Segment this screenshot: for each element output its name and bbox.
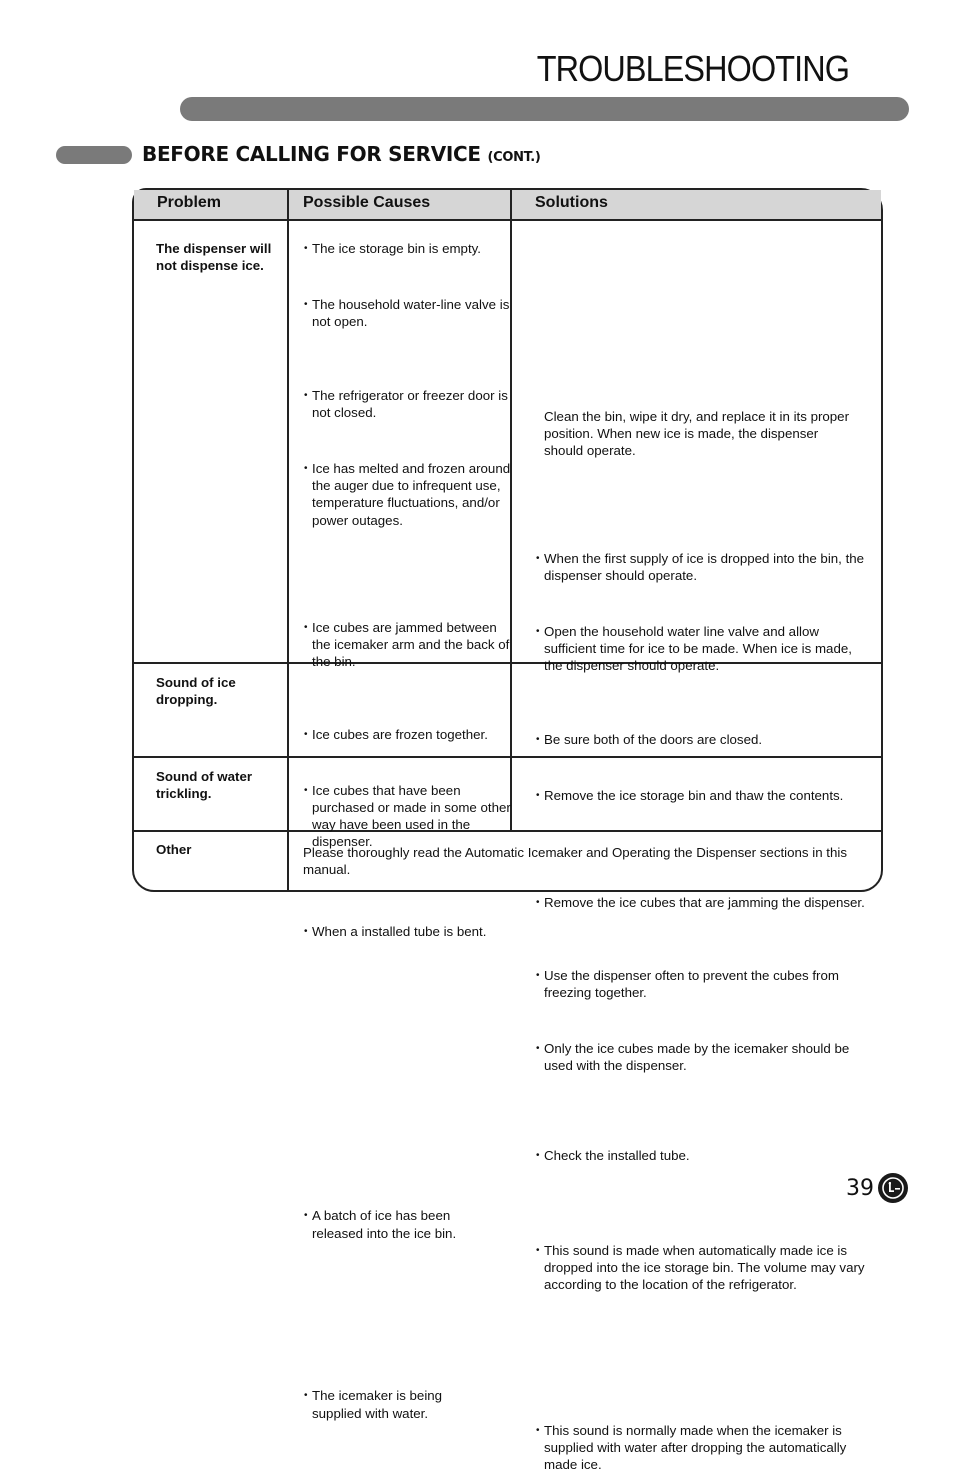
solution-item: • Only the ice cubes made by the icemaker should be used with the dispenser. xyxy=(536,1040,869,1074)
solution-item: • This sound is normally made when the icemaker is supplied with water after dropping the automatically made ice. xyxy=(536,1422,869,1473)
header-causes: Possible Causes xyxy=(303,194,431,211)
cause-item: • The refrigerator or freezer door is not closed. xyxy=(304,387,512,421)
problem-cell: Other xyxy=(156,842,192,857)
section-suffix: (CONT.) xyxy=(487,150,541,165)
page-number: 39 xyxy=(846,1176,874,1201)
cause-item: • The ice storage bin is empty. xyxy=(304,240,512,257)
solution-item: • Check the installed tube. xyxy=(536,1147,869,1164)
column-divider xyxy=(287,190,289,892)
cause-item: • The icemaker is being supplied with water. xyxy=(304,1387,492,1421)
cause-item: • The household water-line valve is not open. xyxy=(304,296,512,330)
lg-logo-icon xyxy=(878,1173,908,1203)
table-header xyxy=(134,190,881,221)
cause-item: • Ice has melted and frozen around the auger due to infrequent use, temperature fluctuations, and/or power outages. xyxy=(304,460,512,529)
cause-item: • When a installed tube is bent. xyxy=(304,923,512,940)
problem-cell: Sound of water trickling. xyxy=(156,769,253,802)
problem-cell: Sound of ice dropping. xyxy=(156,675,236,708)
header-solutions: Solutions xyxy=(535,194,608,211)
solution-item: • Remove the ice cubes that are jamming the dispenser. xyxy=(536,894,869,911)
cause-item: • Ice cubes are frozen together. xyxy=(304,726,512,743)
header-problem: Problem xyxy=(157,194,222,211)
solution-continuation: Clean the bin, wipe it dry, and replace it in its proper position. When new ice is made, the dispenser should operate. xyxy=(544,409,850,459)
cause-item: • Ice cubes are jammed between the icemaker arm and the back of the bin. xyxy=(304,619,512,671)
section-title: BEFORE CALLING FOR SERVICE xyxy=(142,142,481,166)
solution-item: • Remove the ice storage bin and thaw the contents. xyxy=(536,787,869,804)
section-heading xyxy=(142,142,541,166)
title-bar xyxy=(180,97,909,121)
solution-item: • Open the household water line valve and allow sufficient time for ice to be made. When ice is made, the dispenser should operate. xyxy=(536,623,869,675)
solution-item: • When the first supply of ice is dropped into the bin, the dispenser should operate. xyxy=(536,550,869,584)
row-divider xyxy=(134,756,881,758)
other-note: Please thoroughly read the Automatic Icemaker and Operating the Dispenser sections in this manual. xyxy=(303,845,847,878)
section-pill xyxy=(56,146,132,164)
solution-item: • Be sure both of the doors are closed. xyxy=(536,731,869,748)
problem-cell: The dispenser will not dispense ice. xyxy=(156,241,272,274)
cause-item: • Ice cubes that have been purchased or made in some other way have been used in the dispenser. xyxy=(304,782,512,851)
solution-item: • This sound is made when automatically made ice is dropped into the ice storage bin. The volume may vary according to the location of the refrigerator. xyxy=(536,1242,869,1294)
solution-item: • Use the dispenser often to prevent the cubes from freezing together. xyxy=(536,967,869,1001)
page-title: TROUBLESHOOTING xyxy=(536,48,849,89)
cause-item: • A batch of ice has been released into the ice bin. xyxy=(304,1207,492,1241)
